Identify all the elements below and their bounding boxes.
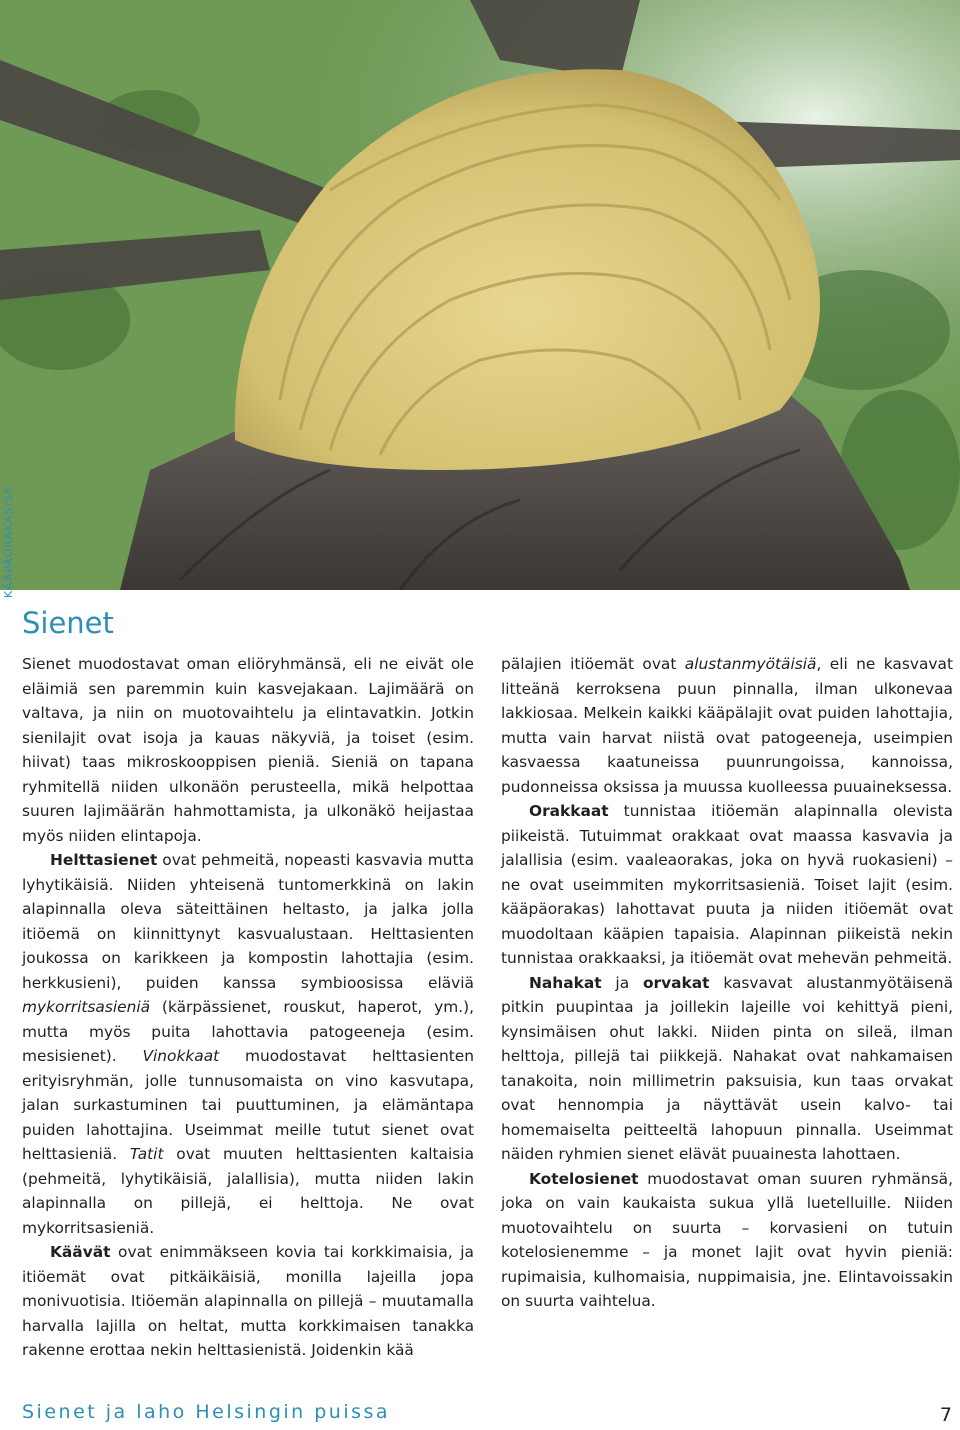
italic-term: Vinokkaat — [142, 1047, 220, 1065]
italic-term: alustanmyötäisiä — [684, 655, 817, 673]
text-run: kasvavat alustanmyötäisenä pitkin puupintaa ja joillekin lajeille voi kehittyä pieni, kynsimäisen ohut lakki. Niiden pinta on sileä, ilman helttoja, pillejä tai piikkejä. Nahakat ovat nahkamaisen tanakoita, noin millimetrin paksuisia, kun taas orvakat ovat hennompia ja näyttävät usein kalvo- tai homemaiselta peitteeltä lahopuun pinnalla. Useimmat näiden ryhmien sienet elävät puuainesta lahottaen. — [501, 973, 953, 1163]
text-run: ovat pehmeitä, nopeasti kasvavia mutta lyhytikäisiä. Niiden yhteisenä tuntomerkkinä on lakin alapinnalla oleva säteittäinen heltasto, ja jalka jolla itiöemä on kiinnittynyt kasvualustaan. Helttasienten joukossa on karikkeen ja kompostin lahottajia (esim. herkkusieni), puiden kanssa symbioosissa eläviä — [22, 851, 474, 992]
intro-paragraph — [22, 652, 474, 848]
photo-bracket-fungus — [0, 0, 960, 590]
bold-term: Kotelosienet — [529, 1169, 639, 1188]
italic-term: mykorritsasieniä — [22, 998, 151, 1016]
italic-term: Tatit — [129, 1145, 164, 1163]
left-text-column — [22, 652, 474, 1363]
bold-term: Orakkaat — [529, 802, 609, 820]
text-run: muodostavat helttasienten erityisryhmän, jolle tunnusomaista on vino kasvutapa, jalan surkastuminen tai puuttuminen, ja elämäntapa puiden lahottajina. Useimmat meille tutut sienet ovat helttasieniä. — [22, 1047, 474, 1163]
bold-term: orvakat — [642, 973, 710, 992]
bold-term: Nahakat — [529, 973, 602, 992]
bold-term: Käävät — [50, 1243, 111, 1261]
kotelosienet-paragraph — [501, 1167, 953, 1314]
text-run: muodostavat oman suuren ryhmänsä, joka on vain kaukaista sukua yllä luetelluille. Niiden muotovaihtelu on suurta – korvasieni on tutuin kotelosienemme – ja monet lajit ovat hyvin pieniä: rupimaisia, kulhomaisia, nuppimaisia, jne. Elintavoissakin on suurta vaihtelua. — [501, 1169, 953, 1310]
photo-credit: KÄÄPÄORAKAS/SK — [2, 485, 15, 598]
text-run: ja — [601, 973, 643, 992]
text-run: ovat muuten helttasienten kaltaisia (pehmeitä, lyhytikäisiä, jalallisia), mutta niiden lakin alapinnalla on pillejä, ei helttoja. Ne ovat mykorritsasieniä. — [22, 1145, 474, 1237]
orakkaat-paragraph — [501, 799, 953, 971]
nahakat-paragraph — [501, 971, 953, 1167]
page-heading: Sienet — [22, 606, 114, 640]
text-run: (kärpässienet, rouskut, haperot, ym.), mutta myös puita lahottavia patogeeneja (esim. mesisienet). — [22, 998, 474, 1065]
kaavat-continued-paragraph — [501, 652, 953, 799]
text-run: , eli ne kasvavat litteänä kerroksena puun pinnalla, ilman ulkonevaa lakkiosaa. Melkein kaikki kääpälajit ovat puiden lahottajia, mutta vain harvat niistä ovat patogeeneja, useimpien kasvaessa kaatuneissa puunrungoissa, kannoissa, pudonneissa oksissa ja muussa kuolleessa puuaineksessa. — [501, 655, 953, 796]
kaavat-paragraph — [22, 1240, 474, 1363]
bold-term: Helttasienet — [50, 851, 158, 869]
page-number: 7 — [939, 1404, 952, 1426]
right-text-column — [501, 652, 953, 1314]
text-run: pälajien itiöemät ovat — [501, 655, 685, 673]
text-run: Sienet muodostavat oman eliöryhmänsä, eli ne eivät ole eläimiä sen paremmin kuin kasvejakaan. Lajimäärä on valtava, ja niin on muotovaihtelu ja elintavatkin. Jotkin sienilajit ovat isoja ja kauas näkyviä, ja toiset (esim. hiivat) taas mikroskooppisen pieniä. Sieniä on tapana ryhmitellä niiden ulkonäön perusteella, mikä helpottaa suuren lajimäärän hahmottamista, ja ulkonäkö heijastaa myös niiden elintapoja. — [22, 655, 474, 845]
helttasienet-paragraph — [22, 848, 474, 1240]
text-run: ovat enimmäkseen kovia tai korkkimaisia, ja itiöemät ovat pitkäikäisiä, monilla lajeilla jopa monivuotisia. Itiöemän alapinnalla on pillejä – muutamalla harvalla lajilla on heltat, mutta korkkimaisen tanakka rakenne erottaa nekin helttasienistä. Joidenkin kää — [22, 1243, 474, 1359]
text-run: tunnistaa itiöemän alapinnalla olevista piikeistä. Tutuimmat orakkaat ovat maassa kasvavia ja jalallisia (esim. vaaleaorakas, joka on hyvä ruokasieni) – ne ovat useimmiten mykorritsasieniä. Toiset lajit (esim. kääpäorakas) lahottavat puuta ja niiden itiöemät ovat muodoltaan kääpien tapaisia. Alapinnan piikeistä nekin tunnistaa orakkaaksi, ja itiöemät ovat mehevän pehmeitä. — [501, 802, 953, 967]
photo-illustration — [0, 0, 960, 590]
footer-publication-title: Sienet ja laho Helsingin puissa — [22, 1401, 391, 1423]
